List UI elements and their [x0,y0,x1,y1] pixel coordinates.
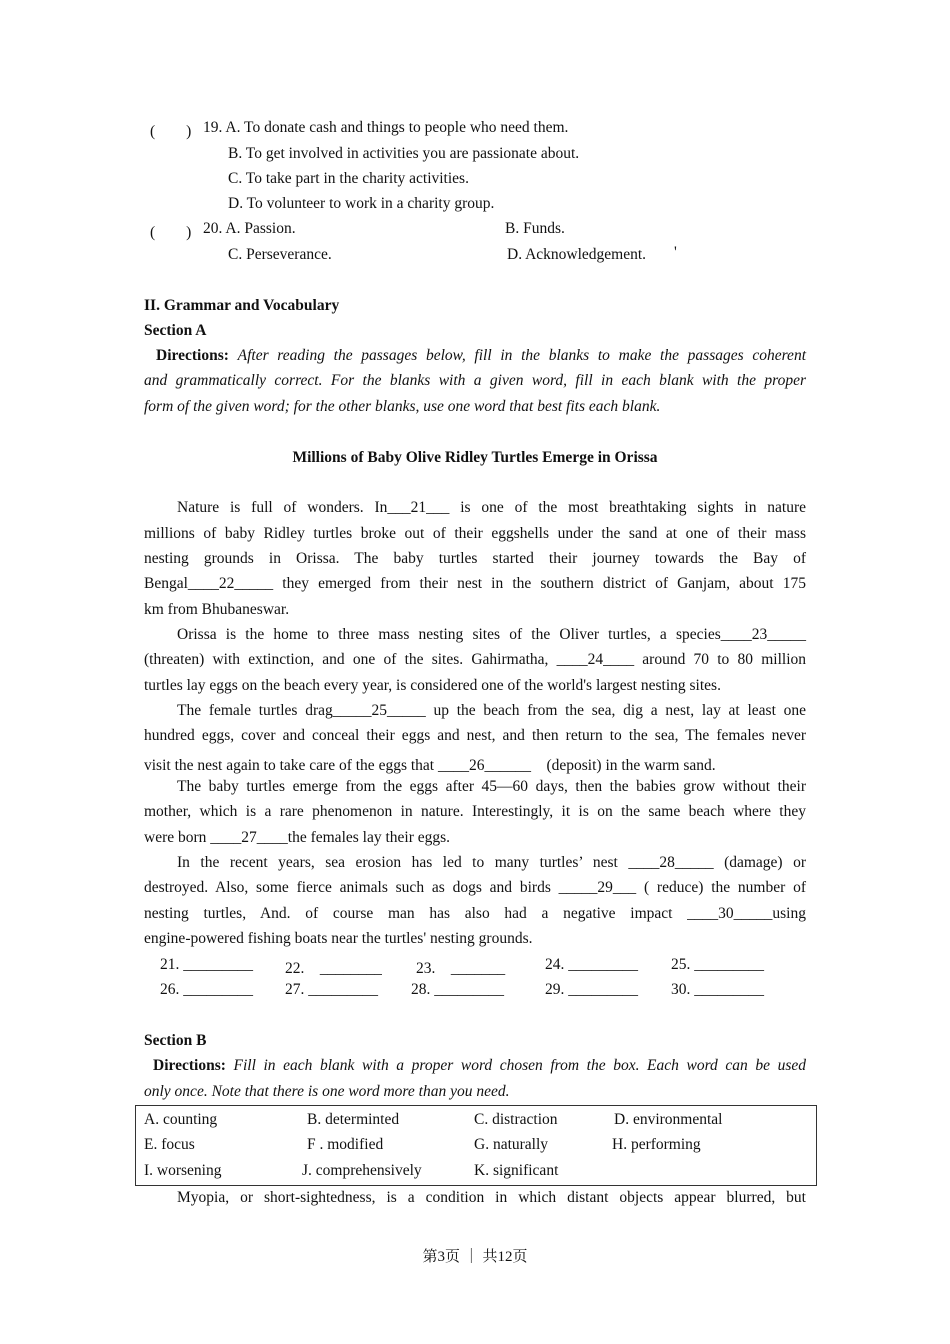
passage-line: km from Bhubaneswar. [144,601,290,618]
passage-line: Myopia, or short-sightedness, is a condition in which distant objects appear blurred, but [177,1189,806,1206]
question-20-option-b: B. Funds. [505,220,565,237]
question-19-option-c: C. To take part in the charity activities. [228,170,469,187]
question-19-option-d: D. To volunteer to work in a charity group. [228,195,495,212]
section-a-directions-line [144,347,806,365]
word-option: G. naturally [474,1136,549,1153]
question-20-option-c: C. Perseverance. [228,246,332,263]
passage-line: nesting grounds in Orissa. The baby turtles started their journey towards the Bay of [144,550,806,567]
answer-blank-27: 27. _________ [285,981,378,998]
directions-text: form of the given word; for the other blanks, use one word that best fits each blank. [144,398,661,415]
directions-text: Fill in each blank with a proper word chosen from the box. Each word can be used [233,1057,806,1074]
passage-line: visit the nest again to take care of the eggs that ____26______ (deposit) in the warm sand. [144,757,716,774]
directions-text: and grammatically correct. For the blanks with a given word, fill in each blank with the proper [144,372,806,389]
question-20-option-a: 20. A. Passion. [203,220,296,237]
word-option: D. environmental [614,1111,723,1128]
answer-blank-23: 23. _______ [416,960,506,977]
answer-blank-26: 26. _________ [160,981,253,998]
word-option: C. distraction [474,1111,558,1128]
passage-line: In the recent years, sea erosion has led to many turtles’ nest ____28_____ (damage) or [177,854,806,871]
passage-line: Bengal____22_____ they emerged from their nest in the southern district of Ganjam, about 175 [144,575,806,592]
directions-text: After reading the passages below, fill in the blanks to make the passages coherent [237,347,806,364]
word-option: B. determinted [307,1111,400,1128]
answer-paren-20: ( ) [150,224,192,241]
question-20-option-d: D. Acknowledgement. [507,246,647,263]
section-b-directions-line [144,1057,806,1075]
answer-paren-19: ( ) [150,123,192,140]
question-19-option-a: 19. A. To donate cash and things to people who need them. [203,119,569,136]
passage-line: The baby turtles emerge from the eggs after 45—60 days, then the babies grow without their [177,778,806,795]
passage-line: Orissa is the home to three mass nesting sites of the Oliver turtles, a species____23_____ [177,626,806,643]
passage-line: (threaten) with extinction, and one of the sites. Gahirmatha, ____24____ around 70 to 80 million [144,651,806,668]
directions-label: Directions: [156,347,229,364]
passage-line: mother, which is a rare phenomenon in nature. Interestingly, it is on the same beach where they [144,803,806,820]
word-option: A. counting [144,1111,218,1128]
word-option: I. worsening [144,1162,222,1179]
answer-blank-24: 24. _________ [545,956,638,973]
stray-mark: ' [674,244,677,261]
answer-blank-22: 22. ________ [285,960,382,977]
answer-blank-21: 21. _________ [160,956,253,973]
answer-blank-25: 25. _________ [671,956,764,973]
passage-line: were born ____27____the females lay their eggs. [144,829,451,846]
passage-line: nesting turtles, And. of course man has also had a negative impact ____30_____using [144,905,806,922]
section-a-heading: Section A [144,322,207,339]
section-b-heading: Section B [144,1032,207,1049]
passage-line: The female turtles drag_____25_____ up the beach from the sea, dig a nest, lay at least one [177,702,806,719]
question-19-option-b: B. To get involved in activities you are passionate about. [228,145,580,162]
page-footer: 第3页 ｜ 共12页 [422,1249,528,1265]
word-option: K. significant [474,1162,559,1179]
passage-line: destroyed. Also, some fierce animals such as dogs and birds _____29___ ( reduce) the number of [144,879,806,896]
answer-blank-30: 30. _________ [671,981,764,998]
passage-line: turtles lay eggs on the beach every year, is considered one of the world's largest nesting sites. [144,677,721,694]
passage-line: millions of baby Ridley turtles broke out of their eggshells under the sand at one of their mass [144,525,806,542]
passage-line: engine-powered fishing boats near the turtles' nesting grounds. [144,930,533,947]
word-option: E. focus [144,1136,195,1153]
directions-label: Directions: [153,1057,226,1074]
word-option: J. comprehensively [302,1162,422,1179]
answer-blank-29: 29. _________ [545,981,638,998]
passage-title: Millions of Baby Olive Ridley Turtles Emerge in Orissa [292,449,658,466]
word-option: F . modified [307,1136,384,1153]
passage-line: Nature is full of wonders. In___21___ is one of the most breathtaking sights in nature [177,499,806,516]
answer-blank-28: 28. _________ [411,981,504,998]
passage-line: hundred eggs, cover and conceal their eggs and nest, and then return to the sea, The females never [144,727,806,744]
directions-text: only once. Note that there is one word more than you need. [144,1083,510,1100]
word-option: H. performing [612,1136,701,1153]
part-heading: II. Grammar and Vocabulary [144,297,340,314]
